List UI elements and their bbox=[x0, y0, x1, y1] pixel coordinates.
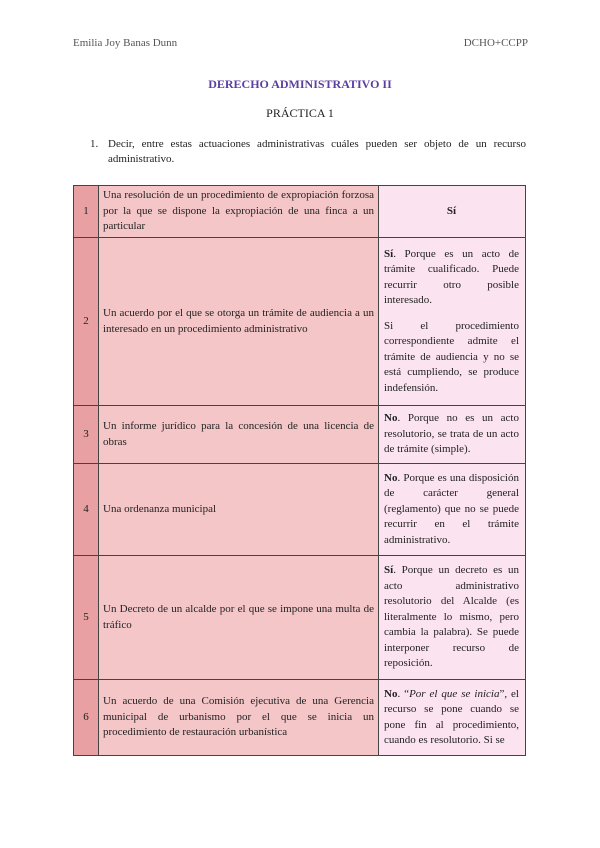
row-answer: Sí bbox=[379, 186, 526, 238]
answer-text: . Porque es un acto de trámite cualificado. Puede recurrir otro posible interesado. bbox=[384, 247, 519, 307]
row-number: 6 bbox=[74, 680, 99, 756]
answer-verdict: No bbox=[384, 471, 398, 484]
row-number: 2 bbox=[74, 238, 99, 406]
answer-text: . Porque un decreto es un acto administrativo resolutorio del Alcalde (es literalmente lo mismo, pero cambia la palabra). Se puede interponer recurso de reposición. bbox=[384, 564, 519, 670]
answers-table bbox=[73, 185, 526, 756]
answer-verdict: Sí bbox=[384, 564, 394, 577]
table-row bbox=[74, 186, 526, 238]
table-row bbox=[74, 556, 526, 680]
answer-text: . Porque no es un acto resolutorio, se trata de un acto de trámite (simple). bbox=[384, 412, 519, 456]
table-row bbox=[74, 406, 526, 464]
answer-text: ”, el recurso se pone cuando se pone fin al procedimiento, cuando es resolutorio. Si se bbox=[384, 687, 519, 746]
header-course: DCHO+CCPP bbox=[463, 37, 528, 49]
row-answer bbox=[379, 556, 526, 680]
row-description: Una ordenanza municipal bbox=[99, 464, 379, 556]
row-description: Un informe jurídico para la concesión de una licencia de obras bbox=[99, 406, 379, 464]
table-row bbox=[74, 238, 526, 406]
document-title: DERECHO ADMINISTRATIVO II bbox=[208, 77, 392, 91]
answer-verdict: No bbox=[384, 412, 398, 425]
answer-text: . Porque es una disposición de carácter general (reglamento) que no se puede recurrir en el trámite administrativo. bbox=[384, 471, 519, 546]
answer-quote: Por el que se inicia bbox=[409, 687, 500, 700]
row-description: Una resolución de un procedimiento de expropiación forzosa por la que se dispone la expropiación de una finca a un particular bbox=[99, 186, 379, 238]
table-row bbox=[74, 680, 526, 756]
row-description: Un acuerdo de una Comisión ejecutiva de una Gerencia municipal de urbanismo por el que se inicia un procedimiento de restauración urbanística bbox=[99, 680, 379, 756]
answer-verdict: No bbox=[384, 687, 398, 700]
answer-verdict: Sí bbox=[384, 247, 394, 260]
header-author: Emilia Joy Banas Dunn bbox=[73, 37, 178, 49]
table-row bbox=[74, 464, 526, 556]
answer-paragraph bbox=[384, 247, 519, 309]
row-answer bbox=[379, 464, 526, 556]
question-text: Decir, entre estas actuaciones administrativas cuáles pueden ser objeto de un recurso administrativo. bbox=[108, 138, 526, 165]
row-number: 1 bbox=[74, 186, 99, 238]
row-answer bbox=[379, 680, 526, 756]
row-description: Un Decreto de un alcalde por el que se impone una multa de tráfico bbox=[99, 556, 379, 680]
answer-separator: . “ bbox=[397, 687, 410, 700]
row-number: 4 bbox=[74, 464, 99, 556]
practice-title: PRÁCTICA 1 bbox=[266, 106, 334, 120]
row-number: 5 bbox=[74, 556, 99, 680]
row-description: Un acuerdo por el que se otorga un trámite de audiencia a un interesado en un procedimiento administrativo bbox=[99, 238, 379, 406]
row-answer bbox=[379, 406, 526, 464]
row-answer bbox=[379, 238, 526, 406]
row-number: 3 bbox=[74, 406, 99, 464]
question-number: 1. bbox=[90, 138, 99, 150]
answer-paragraph: Si el procedimiento correspondiente admite el trámite de audiencia y no se está cumpliendo, se produce indefensión. bbox=[384, 319, 519, 394]
